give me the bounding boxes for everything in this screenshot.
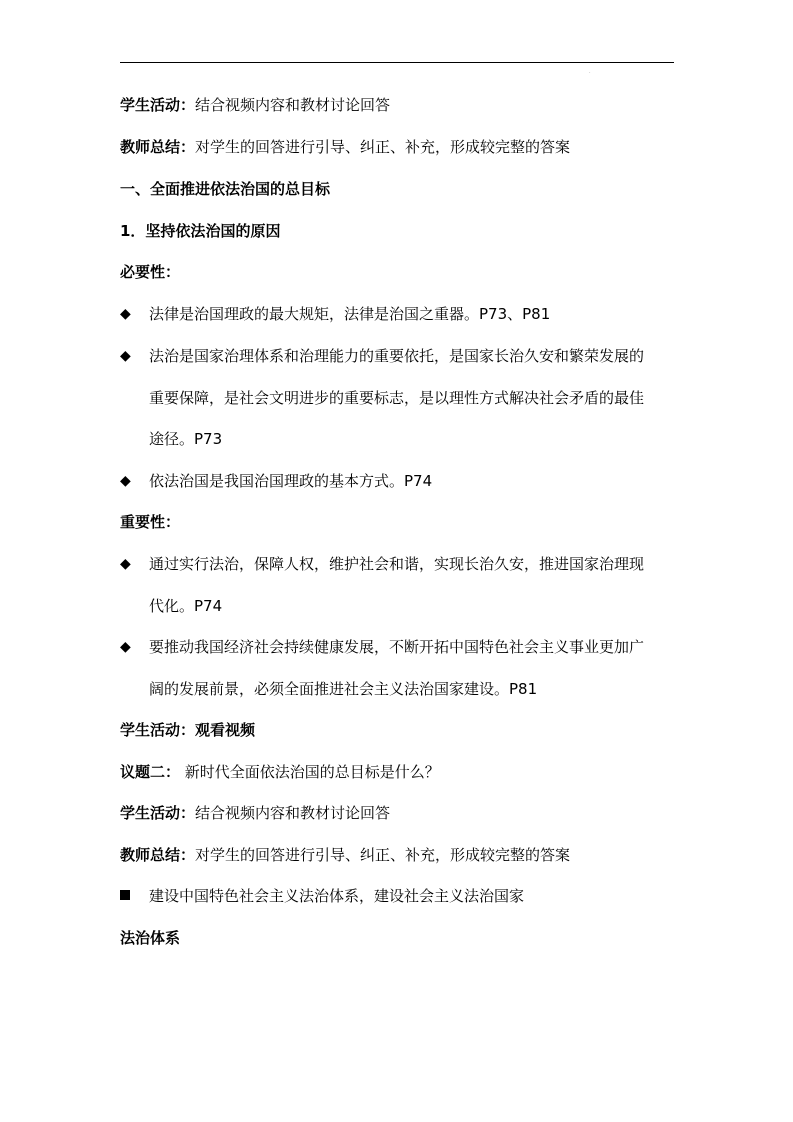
student-activity-text-2: 结合视频内容和教材讨论回答 [195,804,391,822]
topic-two-label: 议题二： [120,763,181,781]
header-mark: · [589,70,591,76]
necessity-item-3: 依法治国是我国治国理政的基本方式。P74 [149,472,433,490]
necessity-item-1: 法律是治国理政的最大规矩，法律是治国之重器。P73、P81 [149,305,551,323]
student-activity-text: 结合视频内容和教材讨论回答 [195,96,391,114]
diamond-bullet-icon: ◆ [120,639,131,655]
rule-system-heading: 法治体系 [120,929,181,947]
importance-item-2-line-2: 阔的发展前景，必须全面推进社会主义法治国家建设。P81 [149,680,538,698]
necessity-item-2-line-3: 途径。P73 [149,430,223,448]
student-activity-line [120,95,680,115]
importance-item-2-line-1: 要推动我国经济社会持续健康发展，不断开拓中国特色社会主义事业更加广 [149,638,645,656]
necessity-item-2-line-2: 重要保障，是社会文明进步的重要标志，是以理性方式解决社会矛盾的最佳 [149,389,645,407]
student-activity-line-2 [120,803,680,823]
diamond-bullet-icon: ◆ [120,306,131,322]
header-rule [120,62,674,63]
subsection-heading: 1．坚持依法治国的原因 [120,222,281,240]
importance-item-1-line-2: 代化。P74 [149,597,223,615]
diamond-bullet-icon: ◆ [120,473,131,489]
teacher-summary-line-2 [120,845,680,865]
student-activity-label: 学生活动： [120,96,196,114]
topic-two-line [120,762,680,782]
importance-item-1-line-1: 通过实行法治，保障人权，维护社会和谐，实现长治久安，推进国家治理现 [149,555,645,573]
necessity-label: 必要性： [120,263,181,281]
diamond-bullet-icon: ◆ [120,348,131,364]
importance-label: 重要性： [120,513,181,531]
section-heading: 一、全面推进依法治国的总目标 [120,180,331,198]
teacher-summary-text: 对学生的回答进行引导、纠正、补充，形成较完整的答案 [195,138,571,156]
necessity-item-2-line-1: 法治是国家治理体系和治理能力的重要依托，是国家长治久安和繁荣发展的 [149,347,645,365]
student-activity-label-2: 学生活动： [120,804,196,822]
teacher-summary-label: 教师总结： [120,138,196,156]
teacher-summary-label-2: 教师总结： [120,846,196,864]
goal-statement: 建设中国特色社会主义法治体系，建设社会主义法治国家 [149,887,525,905]
square-bullet-icon [120,890,130,900]
teacher-summary-line [120,137,680,157]
watch-video-line: 学生活动：观看视频 [120,721,256,739]
teacher-summary-text-2: 对学生的回答进行引导、纠正、补充，形成较完整的答案 [195,846,571,864]
diamond-bullet-icon: ◆ [120,556,131,572]
topic-two-text: 新时代全面依法治国的总目标是什么？ [180,763,440,781]
